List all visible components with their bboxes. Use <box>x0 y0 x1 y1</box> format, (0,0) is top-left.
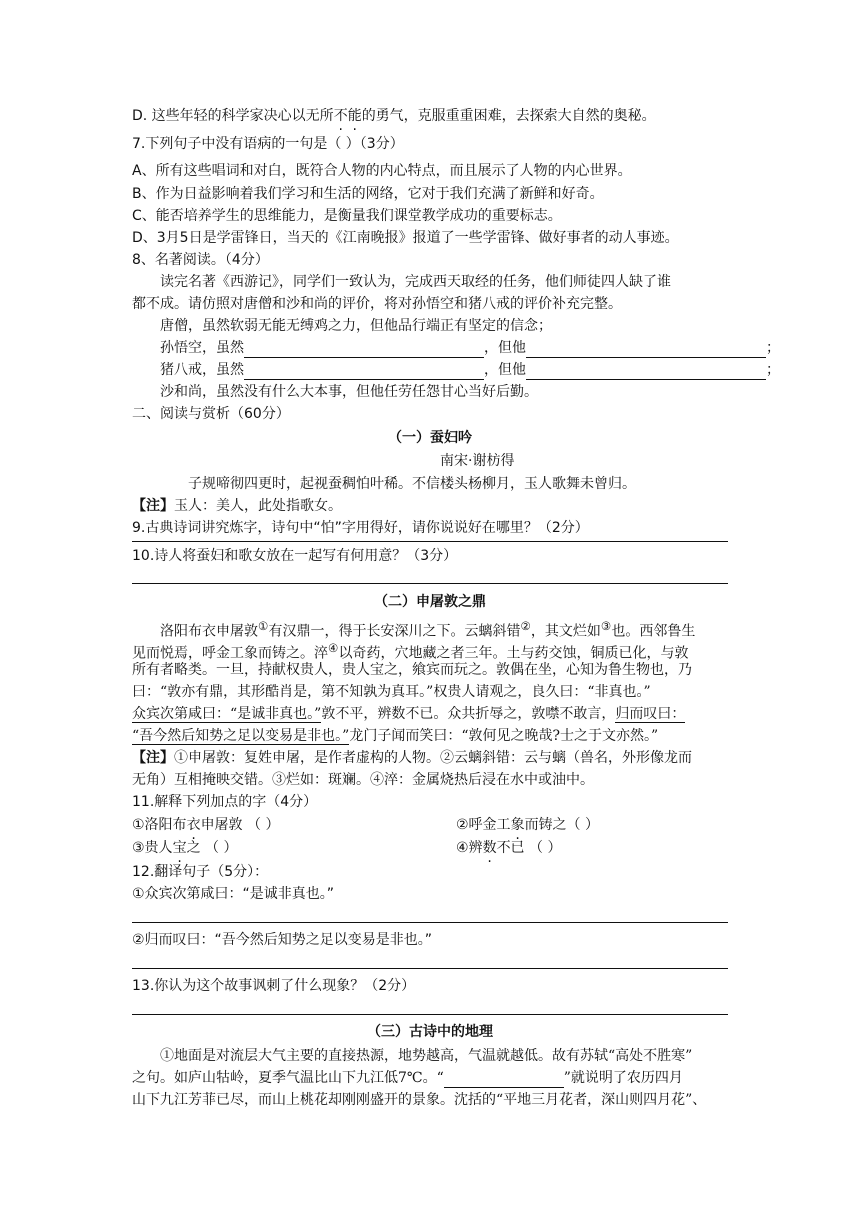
q13-stem: 13.你认为这个故事讽刺了什么现象？（2分） <box>132 978 416 994</box>
geo-line2: 之句。如庐山牯岭，夏季气温比山下九江低7℃。“ ”就说明了农历四月 <box>132 1070 683 1086</box>
poem-title: （一）蚕妇吟 <box>388 430 472 446</box>
q11-stem: 11.解释下列加点的字（4分） <box>132 794 318 810</box>
answer-line[interactable] <box>132 541 728 542</box>
q11-item-3: ③贵人宝之 （ ） <box>132 840 238 856</box>
poem-note: 【注】玉人：美人，此处指歌女。 <box>132 498 342 514</box>
poem-author: 南宋·谢枋得 <box>440 453 515 469</box>
prose-line1: 洛阳布衣申屠敦①有汉鼎一，得于长安深川之下。云螭斜错②，其文烂如③也。西邻鲁生 <box>160 619 696 640</box>
answer-blank[interactable] <box>444 1071 564 1088</box>
q11-item-2: ②呼金工象而铸之（ ） <box>456 817 600 833</box>
q7-option-d: D、3月5日是学雷锋日，当天的《江南晚报》报道了一些学雷锋、做好事者的动人事迹。 <box>132 230 679 246</box>
prose-line3: 所有者略类。一旦，持献权贵人，贵人宝之，飨宾而玩之。敦偶在坐，心知为鲁生物也，乃 <box>132 662 692 678</box>
q8-zhubajie: 猪八戒，虽然 ，但他 ； <box>160 362 780 378</box>
q7-option-b: B、作为日益影响着我们学习和生活的网络，它对于我们充满了新鲜和好奇。 <box>132 186 604 202</box>
prose-line4: 曰：“敦亦有鼎，其形酷肖是，第不知孰为真耳。”权贵人请观之，良久曰：“非真也。” <box>132 684 651 700</box>
q8-tangseng: 唐僧，虽然软弱无能无缚鸡之力，但他品行端正有坚定的信念； <box>160 318 552 334</box>
answer-blank[interactable] <box>526 341 766 358</box>
q11-item-4: ④辨数不已 （ ） <box>456 840 562 856</box>
poem-text: 子规啼彻四更时，起视蚕稠怕叶稀。不信楼头杨柳月，玉人歌舞未曾归。 <box>188 476 636 492</box>
q12-sentence-2: ②归而叹曰：“吾今然后知势之足以变易是非也。” <box>132 932 433 948</box>
q12-stem: 12.翻译句子（5分）： <box>132 864 269 880</box>
answer-line[interactable] <box>132 922 728 923</box>
q11-item-1: ①洛阳布衣申屠敦 （ ） <box>132 817 280 833</box>
answer-line[interactable] <box>132 583 728 584</box>
q7-option-c: C、能否培养学生的思维能力，是衡量我们课堂教学成功的重要标志。 <box>132 208 562 224</box>
geo-title: （三）古诗中的地理 <box>367 1024 493 1040</box>
prose-line5: 众宾次第咸曰：“是诚非真也。”敦不平，辨数不已。众共折辱之，敦噤不敢言，归而叹曰： <box>132 706 686 722</box>
answer-blank[interactable] <box>526 363 766 380</box>
prose-note-line1: 【注】①申屠敦：复姓申屠，是作者虚构的人物。②云螭斜错：云与螭（兽名，外形像龙而 <box>132 750 692 766</box>
q10-stem: 10.诗人将蚕妇和歌女放在一起写有何用意？（3分） <box>132 548 458 564</box>
q8-shaheshang: 沙和尚，虽然没有什么大本事，但他任劳任怨甘心当好后勤。 <box>160 384 538 400</box>
prose-note-line2: 无角）互相掩映交错。③烂如：斑斓。④淬：金属烧热后浸在水中或油中。 <box>132 772 594 788</box>
prose-title: （二）申屠敦之鼎 <box>374 594 486 610</box>
q7-option-a: A、所有这些唱词和对白，既符合人物的内心特点，而且展示了人物的内心世界。 <box>132 163 632 179</box>
geo-line3: 山下九江芳菲已尽，而山上桃花却刚刚盛开的景象。沈括的“平地三月花者，深山则四月花”、 <box>132 1092 707 1108</box>
section-2-heading: 二、阅读与赏析（60分） <box>132 406 290 422</box>
q8-stem: 8、名著阅读。（4分） <box>132 252 269 268</box>
answer-line[interactable] <box>132 968 728 969</box>
prose-line2: 见而悦焉，呼金工象而铸之。淬④以奇药，穴地藏之者三年。土与药交蚀，铜质已化，与敦 <box>132 641 689 662</box>
q8-sunwukong: 孙悟空，虽然 ，但他 ； <box>160 340 780 356</box>
q7-stem: 7.下列句子中没有语病的一句是（ ）（3分） <box>132 136 404 152</box>
geo-line1: ①地面是对流层大气主要的直接热源，地势越高，气温就越低。故有苏轼“高处不胜寒” <box>160 1048 693 1064</box>
q12-sentence-1: ①众宾次第咸曰：“是诚非真也。” <box>132 886 335 902</box>
q6-option-d: D. 这些年轻的科学家决心以无所不能的勇气，克服重重困难，去探索大自然的奥秘。 <box>132 108 656 124</box>
q8-prompt-line2: 都不成。请仿照对唐僧和沙和尚的评价，将对孙悟空和猪八戒的评价补充完整。 <box>132 296 622 312</box>
answer-blank[interactable] <box>244 363 484 380</box>
q9-stem: 9.古典诗词讲究炼字，诗句中“怕”字用得好，请你说说好在哪里？（2分） <box>132 520 589 536</box>
answer-blank[interactable] <box>244 341 484 358</box>
answer-line[interactable] <box>132 1014 728 1015</box>
prose-line6: “吾今然后知势之足以变易是非也。”龙门子闻而笑曰：“敦何见之晚哉?士之于文亦然。” <box>132 728 659 744</box>
q8-prompt-line1: 读完名著《西游记》，同学们一致认为，完成西天取经的任务，他们师徒四人缺了谁 <box>160 274 671 290</box>
